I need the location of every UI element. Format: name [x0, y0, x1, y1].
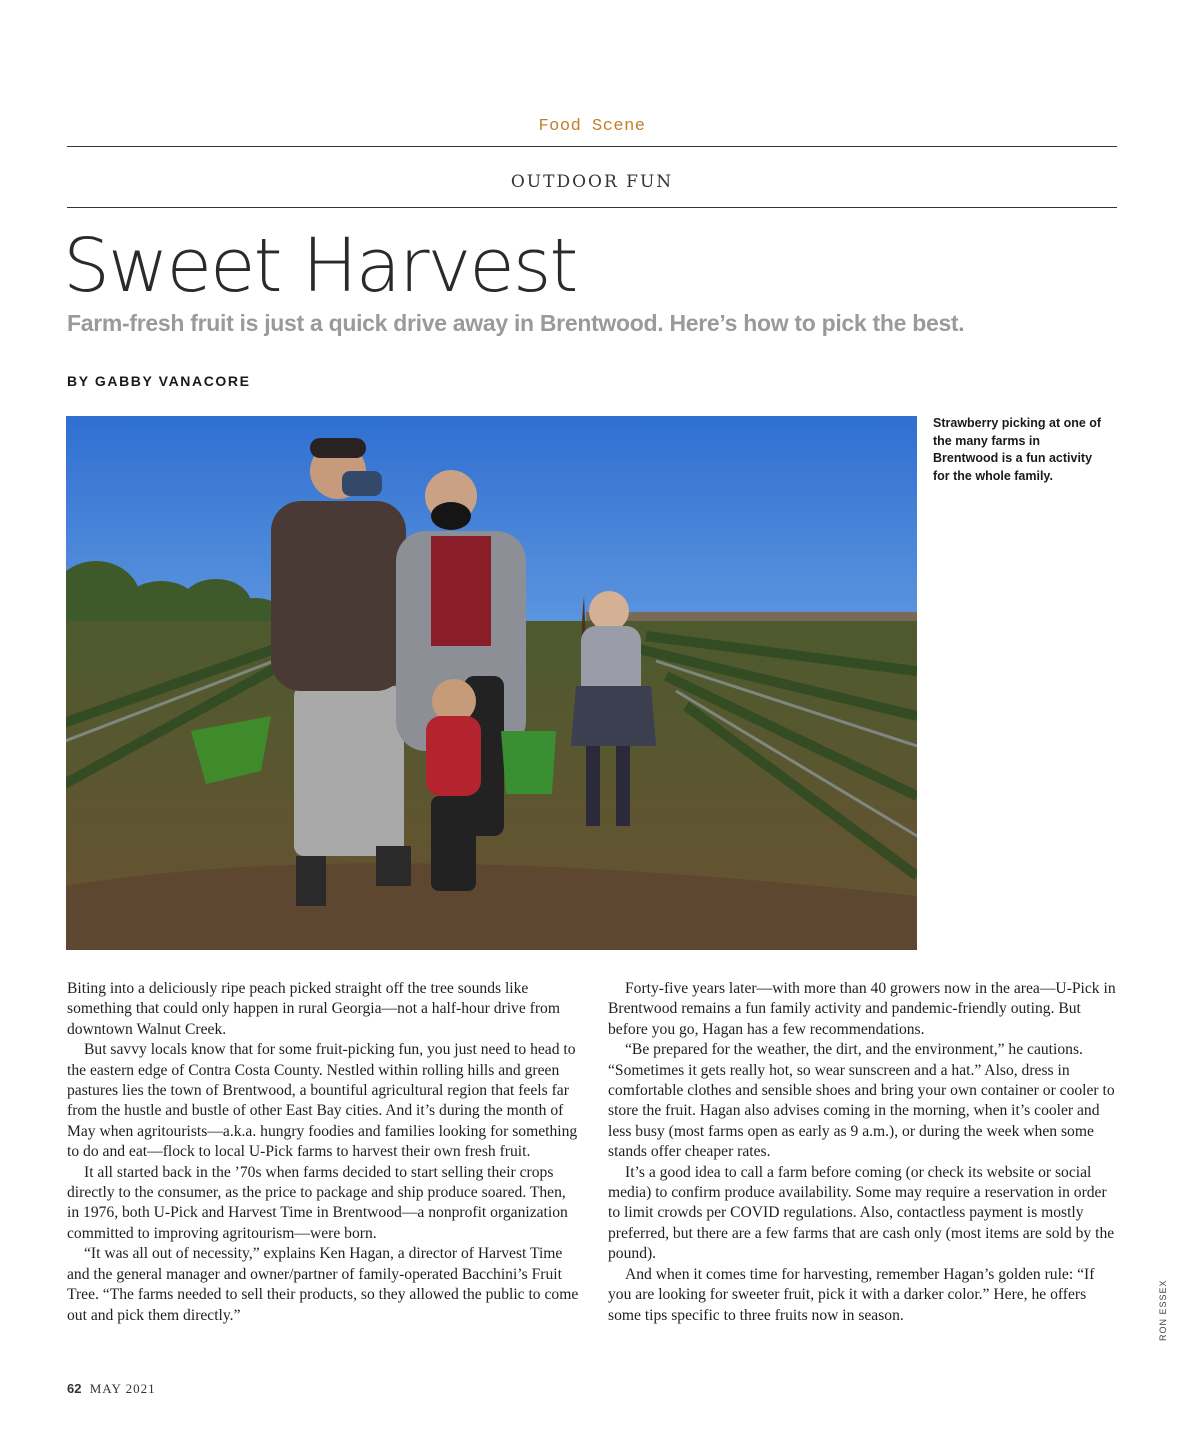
- page-number: 62: [67, 1381, 82, 1396]
- paragraph: It’s a good idea to call a farm before coming (or check its website or social media) to confirm produce availability. Some may require a reservation in order to limit crowds per COVID regulations. Also, contactless payment is mostly preferred, but there are a few farms that are cash only (most items are sold by the pound).: [608, 1163, 1115, 1263]
- right-column: [608, 979, 1120, 1326]
- family-strawberry-field-photo: [66, 416, 917, 950]
- paragraph: It all started back in the ’70s when farms decided to start selling their crops directly to the consumer, as the price to package and ship produce soared. Then, in 1976, both U-Pick and Harvest Time in Brentwood—a nonprofit organization committed to improving agritourism—were born.: [67, 1163, 568, 1242]
- bottom-rule: [67, 207, 1117, 208]
- issue-date: MAY 2021: [89, 1381, 156, 1396]
- photo-credit: RON ESSEX: [1158, 1279, 1168, 1341]
- section-label: Food Scene: [538, 117, 646, 136]
- paragraph: “It was all out of necessity,” explains Ken Hagan, a director of Harvest Time and the general manager and owner/partner of family-operated Bacchini’s Fruit Tree. “The farms needed to sell their products, so they allowed the public to come out and pick them directly.”: [67, 1245, 579, 1324]
- byline: BY GABBY VANACORE: [67, 373, 251, 389]
- page-folio: [67, 1381, 156, 1397]
- article-dek: Farm-fresh fruit is just a quick drive away in Brentwood. Here’s how to pick the best.: [67, 310, 965, 336]
- paragraph: Forty-five years later—with more than 40 growers now in the area—U-Pick in Brentwood remains a fun family activity and pandemic-friendly outing. But before you go, Hagan has a few recommendations.: [608, 980, 1116, 1038]
- paragraph: And when it comes time for harvesting, remember Hagan’s golden rule: “If you are looking for sweeter fruit, pick it with a darker color.” Here, he offers some tips specific to three fruits now in season.: [608, 1265, 1095, 1324]
- paragraph: “Be prepared for the weather, the dirt, and the environment,” he cautions. “Sometimes it gets really hot, so wear sunscreen and a hat.” Also, dress in comfortable clothes and sensible shoes and bring your own container or cooler to store the fruit. Hagan also advises coming in the morning, when it’s cooler and less busy (most farms open as early as 9 a.m.), or during the week when some stands offer cheaper rates.: [608, 1041, 1115, 1161]
- left-column: [67, 979, 579, 1326]
- photo-caption: Strawberry picking at one of the many farms in Brentwood is a fun activity for the whole family.: [933, 416, 1102, 483]
- top-rule: [67, 146, 1117, 147]
- paragraph: But savvy locals know that for some fruit-picking fun, you just need to head to the eastern edge of Contra Costa County. Nestled within rolling hills and green pastures lies the town of Brentwood, a bountiful agricultural region that feels far from the hustle and bustle of other East Bay cities. And it’s during the month of May when agritourists—a.k.a. hungry foodies and families looking for something to do and eat—flock to local U-Pick farms to harvest their own fresh fruit.: [67, 1041, 578, 1161]
- kicker: OUTDOOR FUN: [510, 172, 674, 192]
- article-title: Sweet Harvest: [63, 223, 577, 309]
- paragraph: Biting into a deliciously ripe peach picked straight off the tree sounds like something that could only happen in rural Georgia—not a half-hour drive from downtown Walnut Creek.: [67, 980, 560, 1038]
